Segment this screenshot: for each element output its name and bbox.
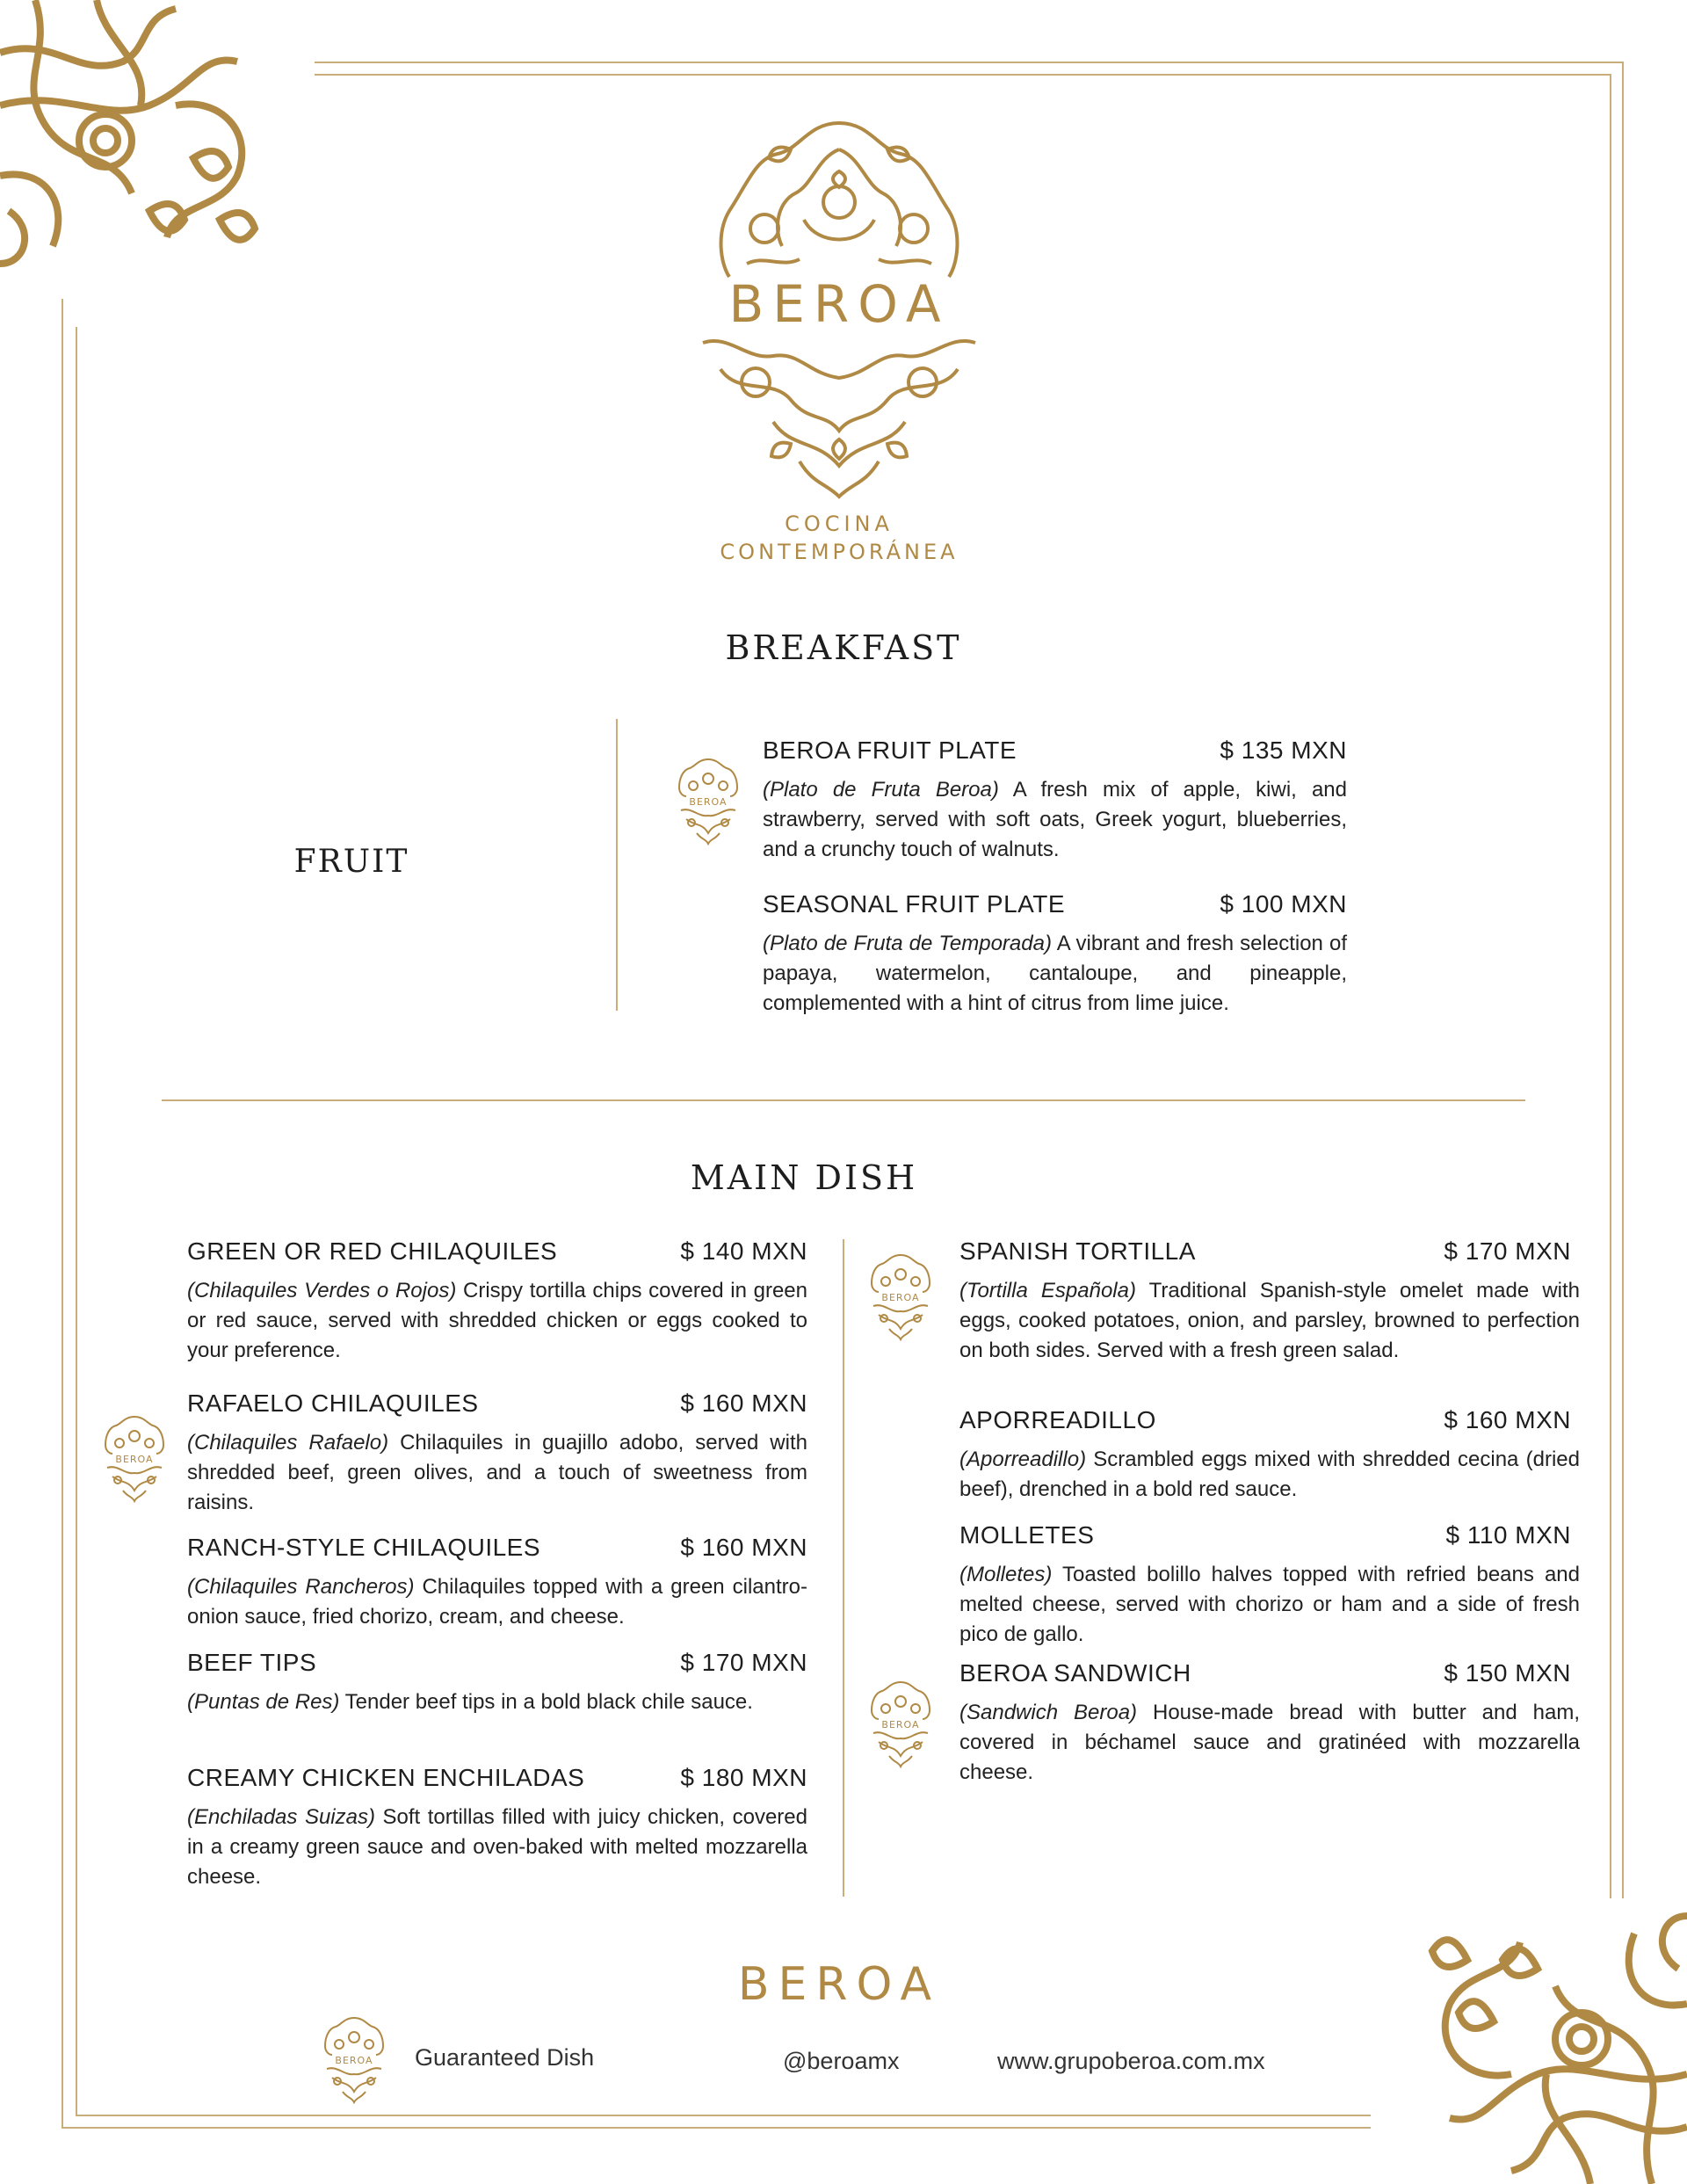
item-spanish-name: (Chilaquiles Rancheros) bbox=[187, 1575, 415, 1599]
menu-item bbox=[959, 1521, 1580, 1650]
menu-item bbox=[959, 1406, 1580, 1505]
item-price: $ 110 MXN bbox=[1445, 1521, 1571, 1549]
frame-top-line bbox=[315, 62, 1624, 63]
section-divider bbox=[162, 1099, 1525, 1101]
guaranteed-dish-legend-icon bbox=[320, 2014, 388, 2106]
item-description bbox=[187, 1687, 807, 1717]
item-desc-text: Soft tortillas filled with juicy chicken, covered in a creamy green sauce and oven-baked with melted mozzarella cheese. bbox=[187, 1805, 807, 1889]
item-spanish-name: (Aporreadillo) bbox=[959, 1448, 1087, 1471]
item-spanish-name: (Plato de Fruta de Temporada) bbox=[763, 932, 1052, 955]
item-name: BEROA FRUIT PLATE bbox=[763, 736, 1017, 764]
item-price: $ 135 MXN bbox=[1220, 736, 1347, 764]
footer-brand-name: BEROA bbox=[737, 1958, 941, 2011]
item-spanish-name: (Chilaquiles Verdes o Rojos) bbox=[187, 1279, 457, 1302]
brand-logo bbox=[694, 114, 984, 580]
guaranteed-dish-icon bbox=[100, 1413, 169, 1505]
item-description bbox=[187, 1572, 807, 1632]
website-link[interactable]: www.grupoberoa.com.mx bbox=[997, 2048, 1265, 2074]
menu-item bbox=[187, 1534, 807, 1632]
frame-left-line-inner bbox=[76, 327, 77, 2115]
item-spanish-name: (Enchiladas Suizas) bbox=[187, 1805, 375, 1829]
item-desc-text: Scrambled eggs mixed with shredded cecina (dried beef), drenched in a bold red sauce. bbox=[959, 1448, 1580, 1501]
item-name: RAFAELO CHILAQUILES bbox=[187, 1389, 479, 1417]
item-description bbox=[959, 1698, 1580, 1788]
menu-item bbox=[187, 1237, 807, 1366]
item-desc-text: Chilaquiles in guajillo adobo, served with shredded beef, green olives, and a touch of sweetness from raisins. bbox=[187, 1431, 807, 1514]
item-desc-text: Traditional Spanish-style omelet made with eggs, cooked potatoes, onion, and parsley, browned to perfection on both sides. Served with a fresh green salad. bbox=[959, 1279, 1580, 1362]
logo-brand-name: BEROA bbox=[728, 274, 950, 334]
item-price: $ 150 MXN bbox=[1444, 1659, 1571, 1687]
item-desc-text: Toasted bolillo halves topped with refried beans and melted cheese, served with chorizo or ham and a side of fresh pico de gallo. bbox=[959, 1563, 1580, 1646]
item-description bbox=[959, 1445, 1580, 1505]
breakfast-category-label: FRUIT bbox=[293, 844, 409, 880]
item-price: $ 160 MXN bbox=[1444, 1406, 1571, 1433]
frame-top-line-inner bbox=[315, 74, 1611, 76]
menu-item bbox=[959, 1659, 1580, 1788]
item-description bbox=[959, 1560, 1580, 1650]
guaranteed-dish-icon bbox=[866, 1679, 935, 1770]
item-price: $ 170 MXN bbox=[680, 1649, 807, 1676]
item-spanish-name: (Sandwich Beroa) bbox=[959, 1701, 1138, 1724]
item-spanish-name: (Puntas de Res) bbox=[187, 1690, 340, 1714]
corner-ornament-bottom-right bbox=[1423, 1907, 1687, 2184]
item-description bbox=[187, 1428, 807, 1518]
frame-right-line bbox=[1622, 62, 1624, 1898]
logo-tagline-line1: COCINA bbox=[785, 512, 894, 536]
guaranteed-dish-legend: Guaranteed Dish bbox=[415, 2044, 595, 2071]
menu-item bbox=[763, 890, 1347, 1019]
item-price: $ 180 MXN bbox=[680, 1764, 807, 1791]
item-description bbox=[763, 929, 1347, 1019]
breakfast-title: BREAKFAST bbox=[725, 628, 962, 667]
item-price: $ 140 MXN bbox=[680, 1237, 807, 1265]
item-description bbox=[187, 1276, 807, 1366]
menu-item bbox=[959, 1237, 1580, 1366]
item-name: MOLLETES bbox=[959, 1521, 1095, 1549]
item-desc-text: Crispy tortilla chips covered in green or red sauce, served with shredded chicken or eggs cooked to your preference. bbox=[187, 1279, 807, 1362]
item-desc-text: A fresh mix of apple, kiwi, and strawberry, served with soft oats, Greek yogurt, blueberries, and a crunchy touch of walnuts. bbox=[763, 778, 1348, 861]
logo-emblem-top bbox=[694, 114, 984, 281]
item-spanish-name: (Molletes) bbox=[959, 1563, 1053, 1586]
item-name: SPANISH TORTILLA bbox=[959, 1237, 1196, 1265]
item-name: BEEF TIPS bbox=[187, 1649, 317, 1676]
item-desc-text: House-made bread with butter and ham, covered in béchamel sauce and gratinéed with mozzarella cheese. bbox=[959, 1701, 1580, 1784]
menu-item bbox=[763, 736, 1347, 865]
item-name: RANCH-STYLE CHILAQUILES bbox=[187, 1534, 541, 1561]
item-price: $ 100 MXN bbox=[1220, 890, 1347, 918]
item-description bbox=[959, 1276, 1580, 1366]
item-name: APORREADILLO bbox=[959, 1406, 1156, 1433]
item-price: $ 160 MXN bbox=[680, 1389, 807, 1417]
breakfast-vertical-divider bbox=[616, 719, 618, 1011]
main-dish-title: MAIN DISH bbox=[690, 1158, 918, 1197]
item-desc-text: Tender beef tips in a bold black chile sauce. bbox=[339, 1690, 753, 1714]
item-name: BEROA SANDWICH bbox=[959, 1659, 1191, 1687]
item-price: $ 160 MXN bbox=[680, 1534, 807, 1561]
frame-left-line bbox=[62, 299, 63, 2127]
item-spanish-name: (Plato de Fruta Beroa) bbox=[763, 778, 999, 802]
frame-bottom-line-inner bbox=[76, 2115, 1371, 2116]
item-name: CREAMY CHICKEN ENCHILADAS bbox=[187, 1764, 585, 1791]
social-handle-link[interactable]: @beroamx bbox=[783, 2048, 900, 2074]
item-description bbox=[187, 1803, 807, 1892]
item-spanish-name: (Tortilla Española) bbox=[959, 1279, 1136, 1302]
item-desc-text: A vibrant and fresh selection of papaya, watermelon, cantaloupe, and pineapple, complemented with a hint of citrus from lime juice. bbox=[763, 932, 1348, 1015]
guaranteed-dish-icon bbox=[866, 1252, 935, 1343]
item-name: SEASONAL FRUIT PLATE bbox=[763, 890, 1066, 918]
item-description bbox=[763, 775, 1347, 865]
guaranteed-dish-icon bbox=[674, 756, 742, 847]
main-dish-vertical-divider bbox=[843, 1239, 844, 1897]
corner-ornament-top-left bbox=[0, 0, 281, 272]
frame-right-line-inner bbox=[1610, 74, 1611, 1898]
logo-tagline-line2: CONTEMPORÁNEA bbox=[720, 540, 959, 564]
logo-emblem-bottom bbox=[694, 334, 984, 501]
item-price: $ 170 MXN bbox=[1444, 1237, 1571, 1265]
item-spanish-name: (Chilaquiles Rafaelo) bbox=[187, 1431, 389, 1455]
menu-item bbox=[187, 1764, 807, 1892]
item-name: GREEN OR RED CHILAQUILES bbox=[187, 1237, 558, 1265]
item-desc-text: Chilaquiles topped with a green cilantro-onion sauce, fried chorizo, cream, and cheese. bbox=[187, 1575, 807, 1629]
menu-item bbox=[187, 1389, 807, 1518]
menu-item bbox=[187, 1649, 807, 1717]
frame-bottom-line bbox=[62, 2127, 1371, 2129]
